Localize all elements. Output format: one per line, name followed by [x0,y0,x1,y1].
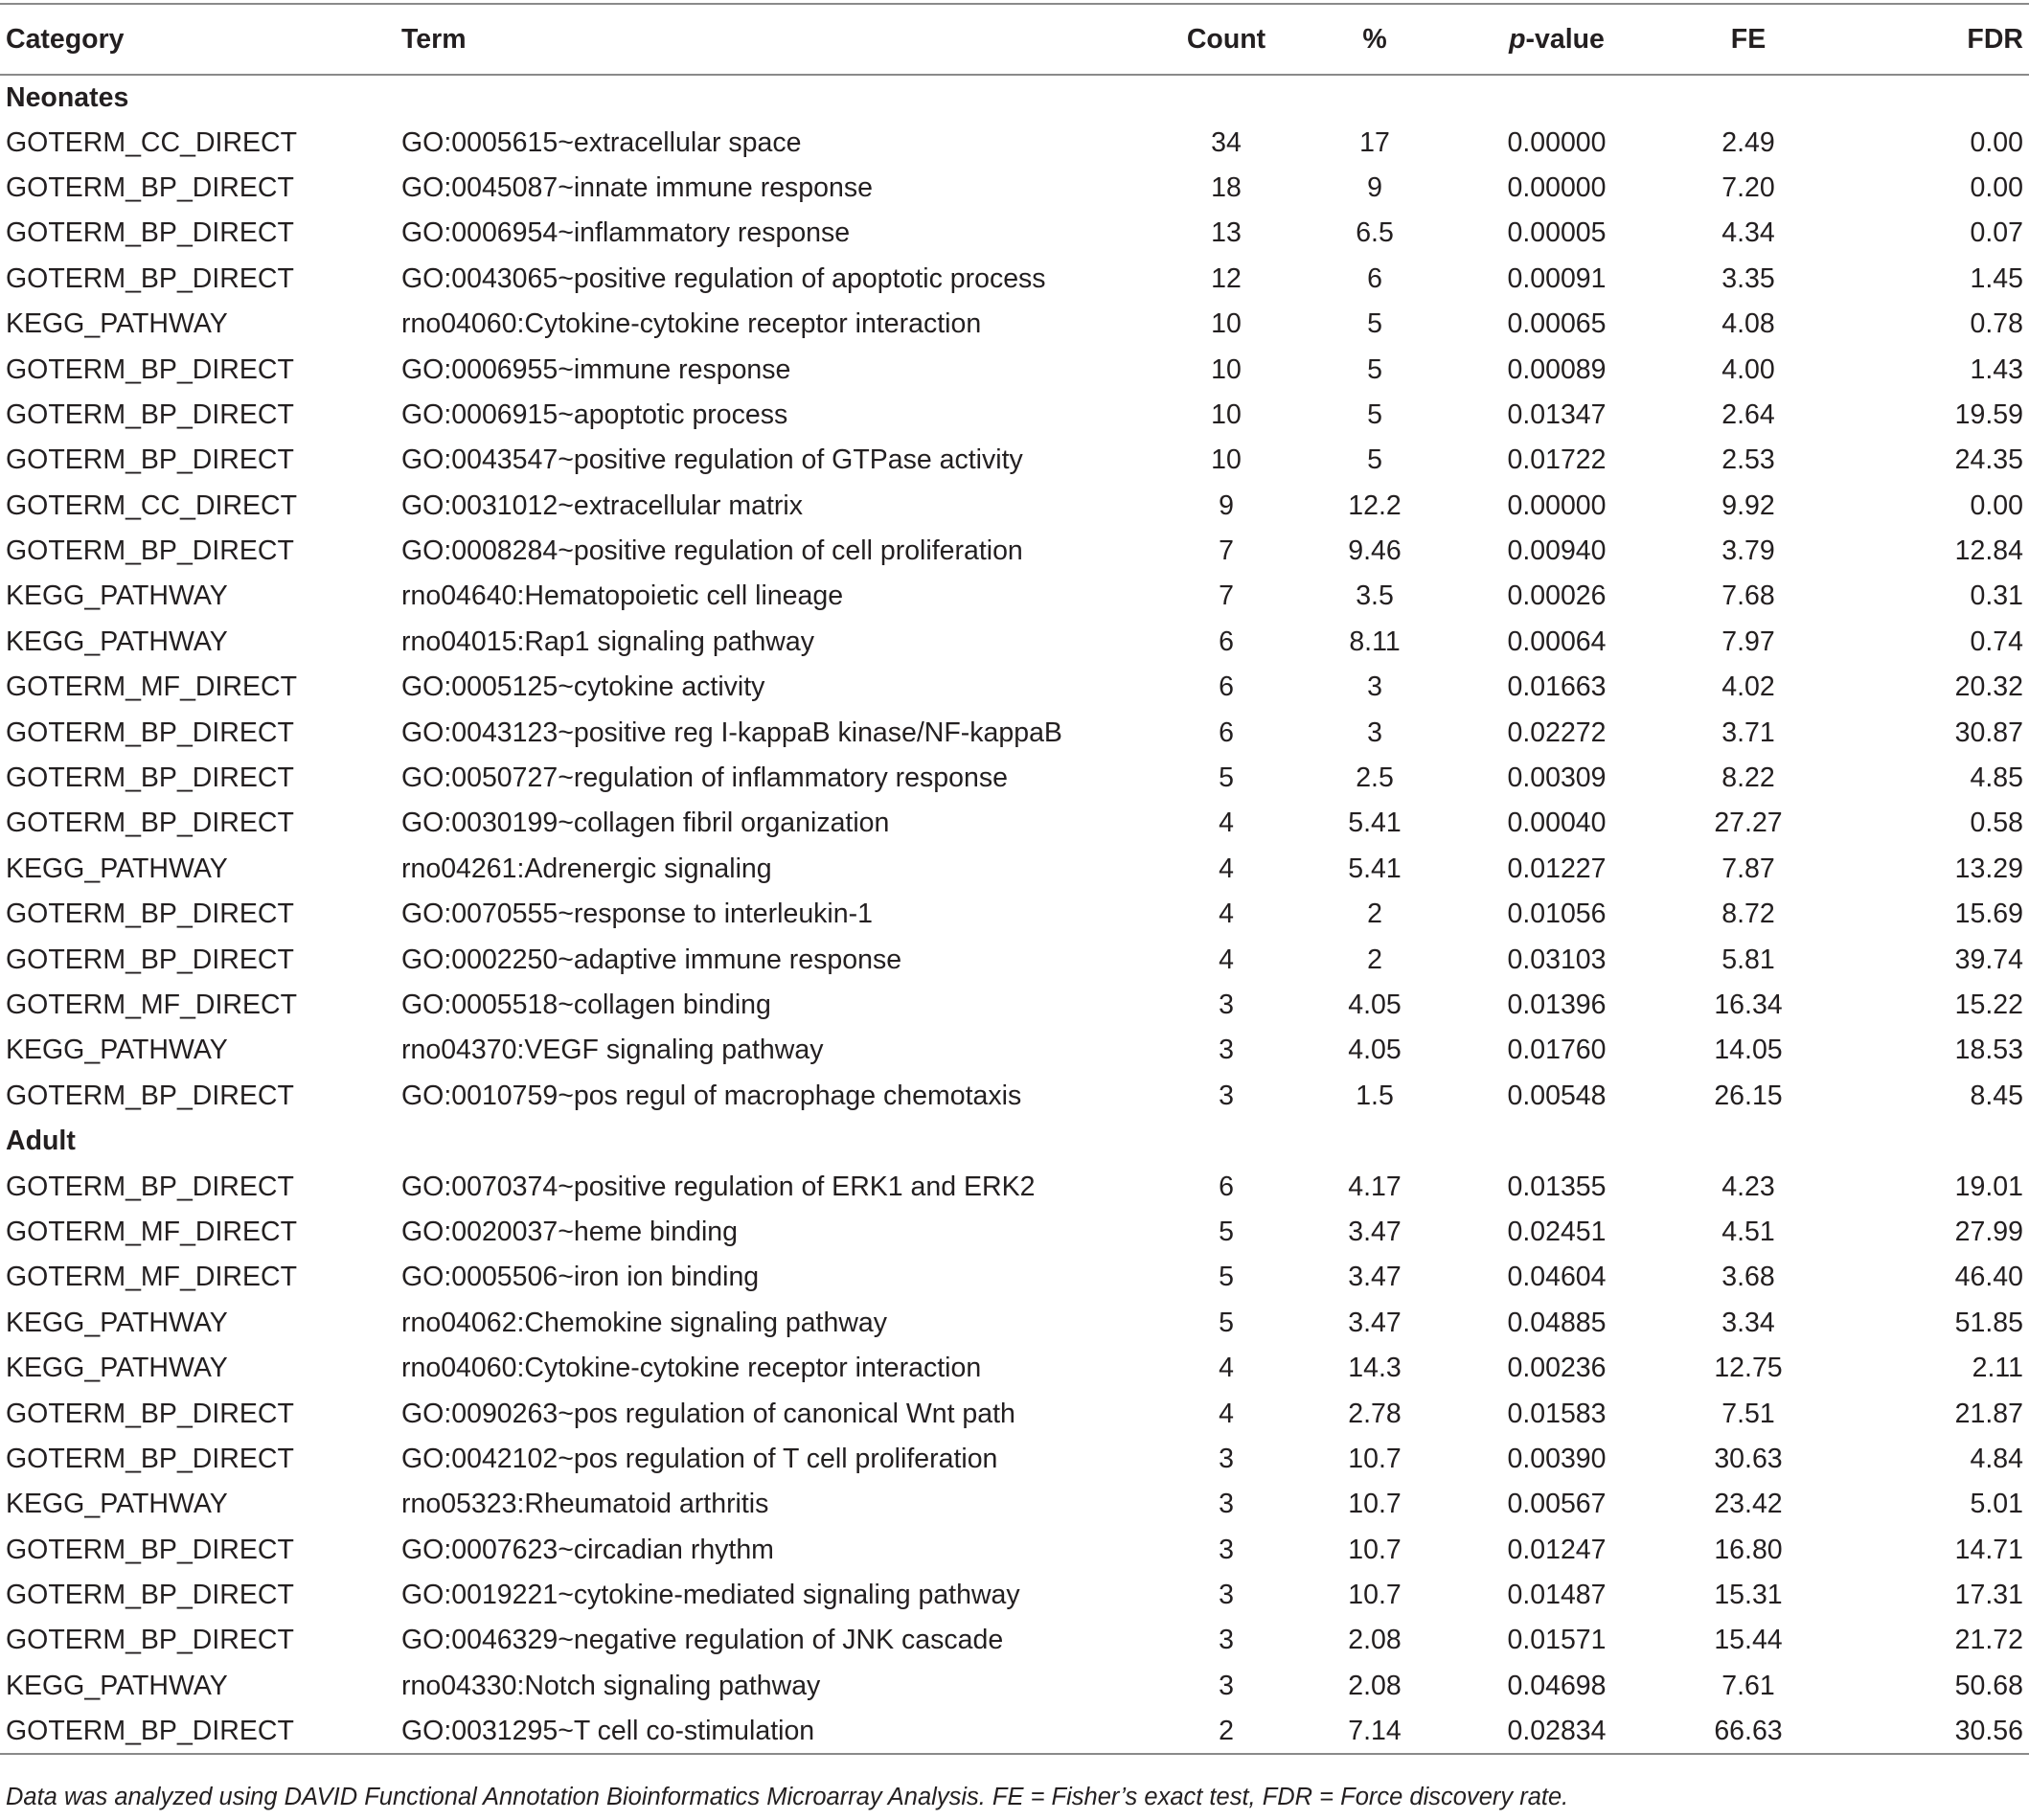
cell-category: KEGG_PATHWAY [6,1307,228,1338]
cell-category: GOTERM_BP_DIRECT [6,1171,294,1202]
table-row [0,257,2029,302]
cell-pvalue: 0.03103 [1507,944,1607,975]
cell-count: 6 [1219,1171,1234,1202]
cell-fe: 4.02 [1721,671,1775,703]
cell-percent: 6 [1367,262,1382,294]
cell-count: 6 [1219,717,1234,748]
cell-fdr: 4.84 [1970,1443,2023,1474]
cell-fe: 7.68 [1721,580,1775,612]
cell-category: GOTERM_MF_DIRECT [6,1216,298,1247]
cell-pvalue: 0.04604 [1507,1262,1607,1293]
cell-term: rno04015:Rap1 signaling pathway [401,626,814,657]
cell-count: 3 [1219,1035,1234,1066]
table-row [0,756,2029,801]
header-term: Term [401,23,467,55]
cell-fe: 16.34 [1714,990,1783,1020]
cell-fe: 4.34 [1721,217,1775,249]
cell-fe: 5.81 [1721,944,1775,975]
header-pvalue-italic: p [1509,23,1526,55]
cell-fe: 2.49 [1721,126,1775,158]
table-row [0,710,2029,755]
cell-category: GOTERM_BP_DIRECT [6,262,294,294]
header-fdr: FDR [1967,23,2023,55]
cell-fdr: 30.56 [1954,1715,2023,1746]
cell-fdr: 30.87 [1954,717,2023,748]
cell-pvalue: 0.00089 [1507,353,1607,385]
table-row [0,1074,2029,1119]
cell-fe: 15.31 [1714,1580,1783,1611]
cell-fdr: 2.11 [1972,1353,2023,1384]
cell-pvalue: 0.00091 [1507,262,1607,294]
cell-fdr: 21.87 [1954,1398,2023,1429]
table-row [0,1028,2029,1073]
cell-fdr: 0.58 [1970,808,2023,839]
cell-fe: 12.75 [1714,1353,1783,1384]
cell-fe: 2.53 [1721,444,1775,476]
cell-count: 3 [1219,990,1234,1020]
cell-fdr: 20.32 [1954,671,2023,703]
cell-percent: 2 [1367,899,1382,930]
cell-term: GO:0045087~innate immune response [401,171,873,203]
cell-category: GOTERM_BP_DIRECT [6,535,294,567]
cell-fdr: 0.31 [1970,580,2023,612]
cell-fdr: 13.29 [1954,853,2023,884]
cell-percent: 2.08 [1348,1625,1402,1656]
cell-fdr: 0.07 [1970,217,2023,249]
cell-pvalue: 0.00309 [1507,762,1607,794]
cell-count: 4 [1219,1398,1234,1429]
table-row [0,1210,2029,1255]
table-row [0,937,2029,982]
cell-fe: 14.05 [1714,1035,1783,1066]
cell-category: GOTERM_MF_DIRECT [6,671,298,703]
cell-percent: 3 [1367,671,1382,703]
section-title: Neonates [6,81,129,113]
cell-pvalue: 0.00236 [1507,1353,1607,1384]
cell-count: 10 [1211,398,1242,430]
table-row [0,1618,2029,1663]
header-count: Count [1186,23,1266,55]
cell-count: 3 [1219,1080,1234,1111]
cell-percent: 6.5 [1356,217,1394,249]
table-row [0,620,2029,665]
cell-percent: 5 [1367,353,1382,385]
cell-pvalue: 0.01247 [1507,1534,1607,1565]
cell-fdr: 19.59 [1954,398,2023,430]
table-row [0,529,2029,574]
cell-pvalue: 0.00065 [1507,308,1607,340]
cell-percent: 3.47 [1348,1216,1402,1247]
table-row [0,847,2029,892]
cell-fe: 3.79 [1721,535,1775,567]
cell-fe: 2.64 [1721,398,1775,430]
cell-count: 3 [1219,1625,1234,1656]
cell-term: GO:0005125~cytokine activity [401,671,765,703]
cell-fe: 15.44 [1714,1625,1783,1656]
cell-count: 3 [1219,1489,1234,1520]
cell-pvalue: 0.01227 [1507,853,1607,884]
cell-term: GO:0090263~pos regulation of canonical Wnt path [401,1398,1015,1429]
cell-fdr: 5.01 [1970,1489,2023,1520]
cell-category: GOTERM_BP_DIRECT [6,1398,294,1429]
cell-category: GOTERM_MF_DIRECT [6,1262,298,1293]
cell-percent: 4.17 [1348,1171,1402,1202]
cell-fdr: 46.40 [1954,1262,2023,1293]
cell-fdr: 21.72 [1954,1625,2023,1656]
cell-pvalue: 0.01583 [1507,1398,1607,1429]
table-row [0,302,2029,347]
cell-fdr: 8.45 [1970,1080,2023,1111]
cell-term: GO:0002250~adaptive immune response [401,944,902,975]
cell-category: GOTERM_BP_DIRECT [6,353,294,385]
cell-term: GO:0007623~circadian rhythm [401,1534,774,1565]
table-row [0,1528,2029,1573]
cell-pvalue: 0.01355 [1507,1171,1607,1202]
cell-fe: 27.27 [1714,808,1783,839]
section-row [0,75,2029,120]
cell-percent: 3 [1367,717,1382,748]
cell-fdr: 15.69 [1954,899,2023,930]
cell-percent: 5.41 [1348,808,1402,839]
cell-percent: 5.41 [1348,853,1402,884]
cell-term: GO:0030199~collagen fibril organization [401,808,890,839]
cell-count: 10 [1211,444,1242,476]
cell-category: KEGG_PATHWAY [6,853,228,884]
table-row [0,1255,2029,1300]
table-row [0,892,2029,937]
cell-fdr: 1.43 [1970,353,2023,385]
cell-term: GO:0070555~response to interleukin-1 [401,899,873,930]
cell-fe: 8.72 [1721,899,1775,930]
cell-count: 3 [1219,1670,1234,1701]
cell-category: GOTERM_BP_DIRECT [6,171,294,203]
cell-pvalue: 0.01347 [1507,398,1607,430]
cell-term: rno04261:Adrenergic signaling [401,853,772,884]
header-pvalue [1447,4,1667,75]
cell-fdr: 0.78 [1970,308,2023,340]
cell-fe: 3.34 [1721,1307,1775,1338]
table-row [0,393,2029,438]
cell-count: 4 [1219,899,1234,930]
table-row [0,1346,2029,1391]
cell-term: GO:0006954~inflammatory response [401,217,851,249]
cell-category: KEGG_PATHWAY [6,308,228,340]
cell-fdr: 12.84 [1954,535,2023,567]
cell-term: GO:0046329~negative regulation of JNK cascade [401,1625,1004,1656]
cell-pvalue: 0.01663 [1507,671,1607,703]
cell-pvalue: 0.00000 [1507,126,1607,158]
cell-category: GOTERM_BP_DIRECT [6,1080,294,1111]
table-row [0,574,2029,619]
table-row [0,484,2029,529]
cell-category: GOTERM_BP_DIRECT [6,717,294,748]
cell-pvalue: 0.01487 [1507,1580,1607,1611]
cell-percent: 5 [1367,444,1382,476]
cell-category: GOTERM_BP_DIRECT [6,899,294,930]
cell-category: GOTERM_BP_DIRECT [6,762,294,794]
cell-fe: 30.63 [1714,1443,1783,1474]
cell-count: 5 [1219,1307,1234,1338]
cell-percent: 3.47 [1348,1307,1402,1338]
cell-term: rno05323:Rheumatoid arthritis [401,1489,769,1520]
cell-pvalue: 0.04885 [1507,1307,1607,1338]
cell-count: 3 [1219,1534,1234,1565]
header-fe: FE [1730,23,1767,55]
cell-percent: 12.2 [1348,489,1402,521]
cell-term: GO:0005518~collagen binding [401,990,771,1020]
cell-category: GOTERM_CC_DIRECT [6,489,298,521]
cell-term: rno04060:Cytokine-cytokine receptor interaction [401,308,982,340]
cell-fe: 23.42 [1714,1489,1783,1520]
cell-percent: 8.11 [1349,626,1401,657]
cell-fdr: 0.00 [1970,126,2023,158]
cell-fe: 16.80 [1714,1534,1783,1565]
cell-category: KEGG_PATHWAY [6,1670,228,1701]
cell-term: rno04062:Chemokine signaling pathway [401,1307,888,1338]
cell-percent: 3.5 [1356,580,1394,612]
cell-term: GO:0042102~pos regulation of T cell proliferation [401,1443,998,1474]
cell-fdr: 39.74 [1954,944,2023,975]
cell-category: GOTERM_BP_DIRECT [6,398,294,430]
cell-percent: 2.08 [1348,1670,1402,1701]
header-category: Category [6,23,125,55]
cell-term: GO:0043123~positive reg I-kappaB kinase/NF-kappaB [401,717,1062,748]
cell-percent: 4.05 [1348,1035,1402,1066]
cell-pvalue: 0.00005 [1507,217,1607,249]
cell-count: 7 [1219,535,1234,567]
cell-category: GOTERM_BP_DIRECT [6,1580,294,1611]
cell-category: KEGG_PATHWAY [6,626,228,657]
cell-count: 4 [1219,944,1234,975]
cell-term: GO:0005506~iron ion binding [401,1262,760,1293]
cell-term: GO:0005615~extracellular space [401,126,802,158]
cell-pvalue: 0.01056 [1507,899,1607,930]
table-row [0,166,2029,211]
cell-category: GOTERM_MF_DIRECT [6,990,298,1020]
cell-term: rno04640:Hematopoietic cell lineage [401,580,844,612]
cell-fdr: 14.71 [1954,1534,2023,1565]
cell-count: 5 [1219,1262,1234,1293]
cell-fe: 66.63 [1714,1715,1783,1746]
cell-count: 7 [1219,580,1234,612]
cell-fdr: 18.53 [1954,1035,2023,1066]
cell-fdr: 24.35 [1954,444,2023,476]
cell-term: GO:0008284~positive regulation of cell proliferation [401,535,1023,567]
cell-fdr: 1.45 [1970,262,2023,294]
cell-fdr: 17.31 [1954,1580,2023,1611]
cell-category: GOTERM_CC_DIRECT [6,126,298,158]
cell-count: 3 [1219,1580,1234,1611]
cell-fe: 7.87 [1721,853,1775,884]
cell-count: 6 [1219,626,1234,657]
cell-percent: 10.7 [1348,1443,1402,1474]
table-row [0,1709,2029,1754]
cell-category: GOTERM_BP_DIRECT [6,1534,294,1565]
cell-fdr: 4.85 [1970,762,2023,794]
cell-count: 34 [1211,126,1242,158]
cell-category: KEGG_PATHWAY [6,1489,228,1520]
table-row [0,983,2029,1028]
cell-fe: 4.08 [1721,308,1775,340]
cell-fdr: 0.74 [1970,626,2023,657]
cell-fe: 7.20 [1721,171,1775,203]
cell-percent: 9.46 [1348,535,1402,567]
cell-fe: 3.68 [1721,1262,1775,1293]
cell-percent: 4.05 [1348,990,1402,1020]
cell-fe: 7.51 [1721,1398,1775,1429]
table-row [0,120,2029,165]
cell-category: GOTERM_BP_DIRECT [6,217,294,249]
cell-fdr: 50.68 [1954,1670,2023,1701]
cell-count: 5 [1219,1216,1234,1247]
cell-pvalue: 0.01571 [1507,1625,1607,1656]
cell-category: GOTERM_BP_DIRECT [6,444,294,476]
enrichment-table [0,3,2029,1755]
cell-count: 12 [1211,262,1242,294]
cell-count: 5 [1219,762,1234,794]
cell-count: 10 [1211,353,1242,385]
cell-term: GO:0031295~T cell co-stimulation [401,1715,815,1746]
cell-fe: 3.71 [1721,717,1775,748]
cell-pvalue: 0.00000 [1507,171,1607,203]
table-row [0,665,2029,710]
cell-pvalue: 0.00390 [1507,1443,1607,1474]
header-row [0,4,2029,75]
table-row [0,1573,2029,1618]
cell-percent: 14.3 [1348,1353,1402,1384]
table-row [0,1391,2029,1436]
cell-term: GO:0006955~immune response [401,353,791,385]
cell-fe: 4.00 [1721,353,1775,385]
cell-term: GO:0019221~cytokine-mediated signaling pathway [401,1580,1020,1611]
cell-pvalue: 0.00548 [1507,1080,1607,1111]
table-footnote: Data was analyzed using DAVID Functional Annotation Bioinformatics Microarray Analysis. FE = Fisher’s exact test, FDR = Force discovery rate. [6,1784,1569,1810]
cell-fdr: 51.85 [1954,1307,2023,1338]
cell-percent: 2.78 [1348,1398,1402,1429]
cell-count: 3 [1219,1443,1234,1474]
table-row [0,211,2029,256]
cell-fe: 9.92 [1721,489,1775,521]
cell-pvalue: 0.02834 [1507,1715,1607,1746]
cell-term: rno04370:VEGF signaling pathway [401,1035,824,1066]
cell-category: GOTERM_BP_DIRECT [6,1715,294,1746]
cell-term: rno04330:Notch signaling pathway [401,1670,821,1701]
cell-term: GO:0050727~regulation of inflammatory response [401,762,1008,794]
cell-term: GO:0010759~pos regul of macrophage chemotaxis [401,1080,1022,1111]
cell-pvalue: 0.01722 [1507,444,1607,476]
cell-pvalue: 0.00940 [1507,535,1607,567]
cell-category: GOTERM_BP_DIRECT [6,808,294,839]
table-row [0,347,2029,392]
cell-term: GO:0043065~positive regulation of apoptotic process [401,262,1046,294]
cell-fe: 7.61 [1721,1670,1775,1701]
cell-fe: 7.97 [1721,626,1775,657]
cell-pvalue: 0.00064 [1507,626,1607,657]
cell-category: GOTERM_BP_DIRECT [6,1443,294,1474]
table-row [0,1664,2029,1709]
cell-count: 4 [1219,1353,1234,1384]
cell-count: 9 [1219,489,1234,521]
cell-count: 4 [1219,853,1234,884]
cell-fe: 3.35 [1721,262,1775,294]
cell-percent: 5 [1367,308,1382,340]
header-percent: % [1362,23,1387,55]
cell-term: rno04060:Cytokine-cytokine receptor interaction [401,1353,982,1384]
cell-percent: 9 [1367,171,1382,203]
table-row [0,1301,2029,1346]
table-row [0,1437,2029,1482]
cell-percent: 10.7 [1348,1534,1402,1565]
table-row [0,801,2029,846]
cell-pvalue: 0.01396 [1507,990,1607,1020]
cell-pvalue: 0.01760 [1507,1035,1607,1066]
cell-category: GOTERM_BP_DIRECT [6,1625,294,1656]
cell-percent: 10.7 [1348,1580,1402,1611]
cell-fdr: 0.00 [1970,489,2023,521]
cell-category: GOTERM_BP_DIRECT [6,944,294,975]
table-row [0,1164,2029,1209]
cell-fdr: 19.01 [1954,1171,2023,1202]
cell-fdr: 0.00 [1970,171,2023,203]
cell-fe: 4.51 [1721,1216,1775,1247]
cell-pvalue: 0.04698 [1507,1670,1607,1701]
cell-term: GO:0043547~positive regulation of GTPase activity [401,444,1023,476]
cell-fdr: 15.22 [1954,990,2023,1020]
cell-count: 4 [1219,808,1234,839]
cell-pvalue: 0.02272 [1507,717,1607,748]
cell-fe: 4.23 [1721,1171,1775,1202]
cell-percent: 2 [1367,944,1382,975]
cell-percent: 17 [1359,126,1390,158]
cell-count: 2 [1219,1715,1234,1746]
cell-percent: 2.5 [1356,762,1394,794]
table-body [0,75,2029,1754]
cell-count: 10 [1211,308,1242,340]
table-header [0,4,2029,75]
cell-fe: 26.15 [1714,1080,1783,1111]
cell-term: GO:0031012~extracellular matrix [401,489,803,521]
cell-pvalue: 0.02451 [1507,1216,1607,1247]
cell-fe: 8.22 [1721,762,1775,794]
cell-count: 13 [1211,217,1242,249]
cell-category: KEGG_PATHWAY [6,1035,228,1066]
cell-pvalue: 0.00026 [1507,580,1607,612]
cell-percent: 1.5 [1356,1080,1394,1111]
table-row [0,438,2029,483]
table-row [0,1482,2029,1527]
cell-pvalue: 0.00000 [1507,489,1607,521]
cell-pvalue: 0.00040 [1507,808,1607,839]
cell-category: KEGG_PATHWAY [6,1353,228,1384]
cell-term: GO:0006915~apoptotic process [401,398,788,430]
section-row [0,1119,2029,1164]
cell-count: 6 [1219,671,1234,703]
cell-fdr: 27.99 [1954,1216,2023,1247]
cell-percent: 3.47 [1348,1262,1402,1293]
cell-category: KEGG_PATHWAY [6,580,228,612]
section-title: Adult [6,1126,76,1157]
cell-term: GO:0020037~heme binding [401,1216,738,1247]
header-pvalue-rest: -value [1525,23,1605,55]
cell-percent: 10.7 [1348,1489,1402,1520]
cell-percent: 5 [1367,398,1382,430]
cell-count: 18 [1211,171,1242,203]
cell-percent: 7.14 [1348,1715,1402,1746]
cell-pvalue: 0.00567 [1507,1489,1607,1520]
cell-term: GO:0070374~positive regulation of ERK1 and ERK2 [401,1171,1036,1202]
